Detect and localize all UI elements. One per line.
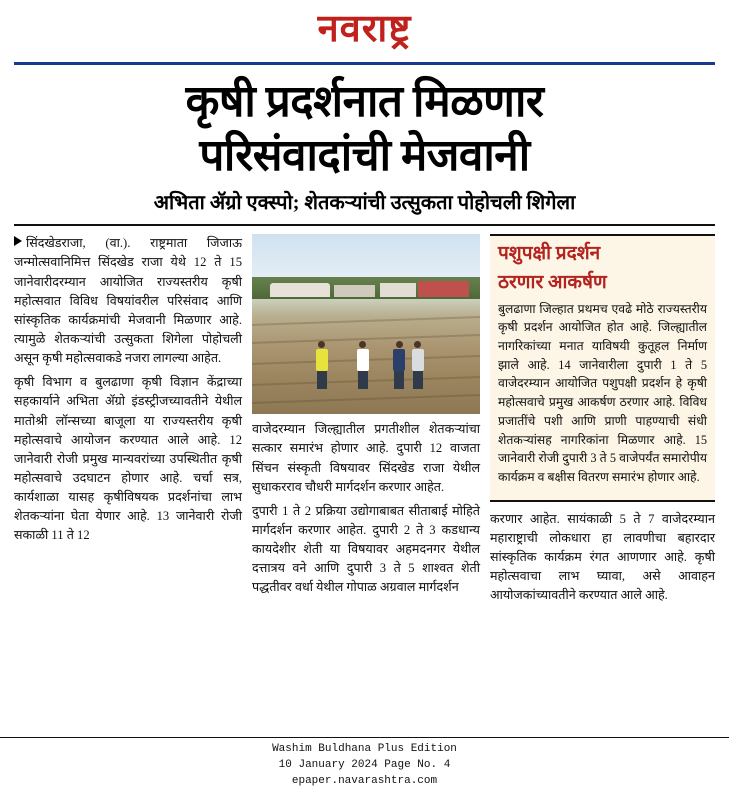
sidebar-box-title-line-1: पशुपक्षी प्रदर्शन: [498, 243, 601, 265]
headline-block: [0, 65, 729, 216]
sidebar-box-title-line-2: ठरणार आकर्षण: [498, 271, 607, 293]
masthead: [0, 0, 729, 54]
photo-person: [412, 341, 424, 389]
photo-tent: [270, 283, 329, 297]
paragraph: दुपारी 1 ते 2 प्रक्रिया उद्योगाबाबत सीताबाई मोहिते मार्गदर्शन करणार आहेत. दुपारी 2 ते 3 कडधान्य कायदेशीर शेती या विषयावर अहमदनगर येथील दत्तात्रय वने आणि दुपारी 3 ते 5 शाश्वत शेती पद्धतीवर वर्धा येथील गोपाळ अग्रवाल मार्गदर्शन: [252, 503, 480, 595]
headline-line-1: कृषी प्रदर्शनात मिळणार: [185, 76, 544, 126]
photo-tent: [334, 285, 375, 298]
sidebar-box-paragraph: बुलढाणा जिल्हात प्रथमच एवढे मोठे राज्यस्तरीय कृषी प्रदर्शन आयोजित होत आहे. जिल्ह्यातील नागरिकांच्या मनात याविषयी कुतूहल निर्माण झाले आहे. 14 जानेवारीला दुपारी 1 ते 5 वाजेदरम्यान आयोजित पशुपक्षी प्रदर्शन हे कृषी महोत्सवाचे प्रमुख आकर्षण ठरणार आहे. विविध प्रजातींचे पशी आणि प्राणी पाहण्याची संधी शेतकऱ्यांसह नागरिकांना मिळणार आहे. 15 जानेवारी रोजी दुपारी 3 ते 5 वाजेपर्यंत समारोपीय कार्यक्रम व बक्षीस वितरण समारंभ होणार आहे.: [498, 301, 707, 484]
photo-person: [357, 341, 369, 389]
lead-marker-icon: [14, 236, 22, 246]
headline-line-2: परिसंवादांची मेजवानी: [199, 130, 530, 180]
photo-person: [316, 341, 328, 389]
farm-expo-ground-photo: [252, 234, 480, 414]
footer-edition: Washim Buldhana Plus Edition: [272, 743, 457, 756]
sub-headline: अभिता ॲग्रो एक्स्पो; शेतकऱ्यांची उत्सुकता पोहोचली शिगेला: [153, 192, 576, 215]
article-column-2: [252, 234, 480, 610]
paragraph: कृषी विभाग व बुलढाणा कृषी विज्ञान केंद्राच्या सहकार्याने अभिता ॲग्रो इंडस्ट्रीजच्यावतीने येथील मातोश्री लॉन्सच्या बाजूला या राज्यस्तरीय कृषी महोत्सवाचे आयोजन करण्यात आले आहे. 12 जानेवारी रोजी प्रमुख मान्यवरांच्या उपस्थितीत कृषी महोत्सवाचे उदघाटन होणार आहे. चर्चा सत्र, कार्यशाळा यासह कृषीविषयक प्रदर्शनांचा लाभ शेतकऱ्यांना घेता येणार आहे. 13 जानेवारी रोजी सकाळी 11 ते 12: [14, 375, 242, 543]
paragraph: [14, 234, 242, 368]
paragraph-text: सिंदखेडराजा, (वा.). राष्ट्रमाता जिजाऊ जन्मोत्सवानिमित्त सिंदखेड राजा येथे 12 ते 15 जानेवारीदरम्यान आयोजित राज्यस्तरीय कृषी महोत्सवात विविध विषयांवरील परिसंवाद आणि सांस्कृतिक कार्यक्रमांची मेजवानी मिळणार आहे. त्यामुळे शेतकऱ्यांची उत्सुकता शिगेला पोहोचली असून कृषी महोत्सवाकडे नजरा लागल्या आहेत.: [14, 236, 242, 366]
paragraph: करणार आहेत. सायंकाळी 5 ते 7 वाजेदरम्यान महाराष्ट्राची लोकधारा हा लावणीचा बहारदार सांस्कृतिक कार्यक्रम रंगत आणणार आहे. कृषी महोत्सवाचा लाभ घ्यावा, असे आवाहन आयोजकांच्यावतीने करण्यात आले आहे.: [490, 511, 715, 603]
article-body: [0, 226, 729, 610]
masthead-title: नवराष्ट्र: [317, 8, 412, 50]
paragraph: वाजेदरम्यान जिल्ह्यातील प्रगतीशील शेतकऱ्यांचा सत्कार समारंभ होणार आहे. दुपारी 12 वाजता सिंचन संस्कृती विषयावर सिंदखेड राजा येथील सुधाकरराव चौधरी मार्गदर्शन करणार आहेत.: [252, 422, 480, 494]
sidebar-box-pashupakshi: [490, 234, 715, 501]
photo-person: [393, 341, 405, 389]
article-column-1: [14, 234, 242, 610]
footer-website: epaper.navarashtra.com: [291, 775, 438, 788]
photo-tent: [380, 283, 416, 297]
footer-date-page: 10 January 2024 Page No. 4: [278, 759, 451, 772]
photo-tent-red: [418, 281, 468, 297]
footer-divider: [0, 737, 729, 738]
article-column-3: [490, 234, 715, 610]
page-footer: [0, 737, 729, 796]
